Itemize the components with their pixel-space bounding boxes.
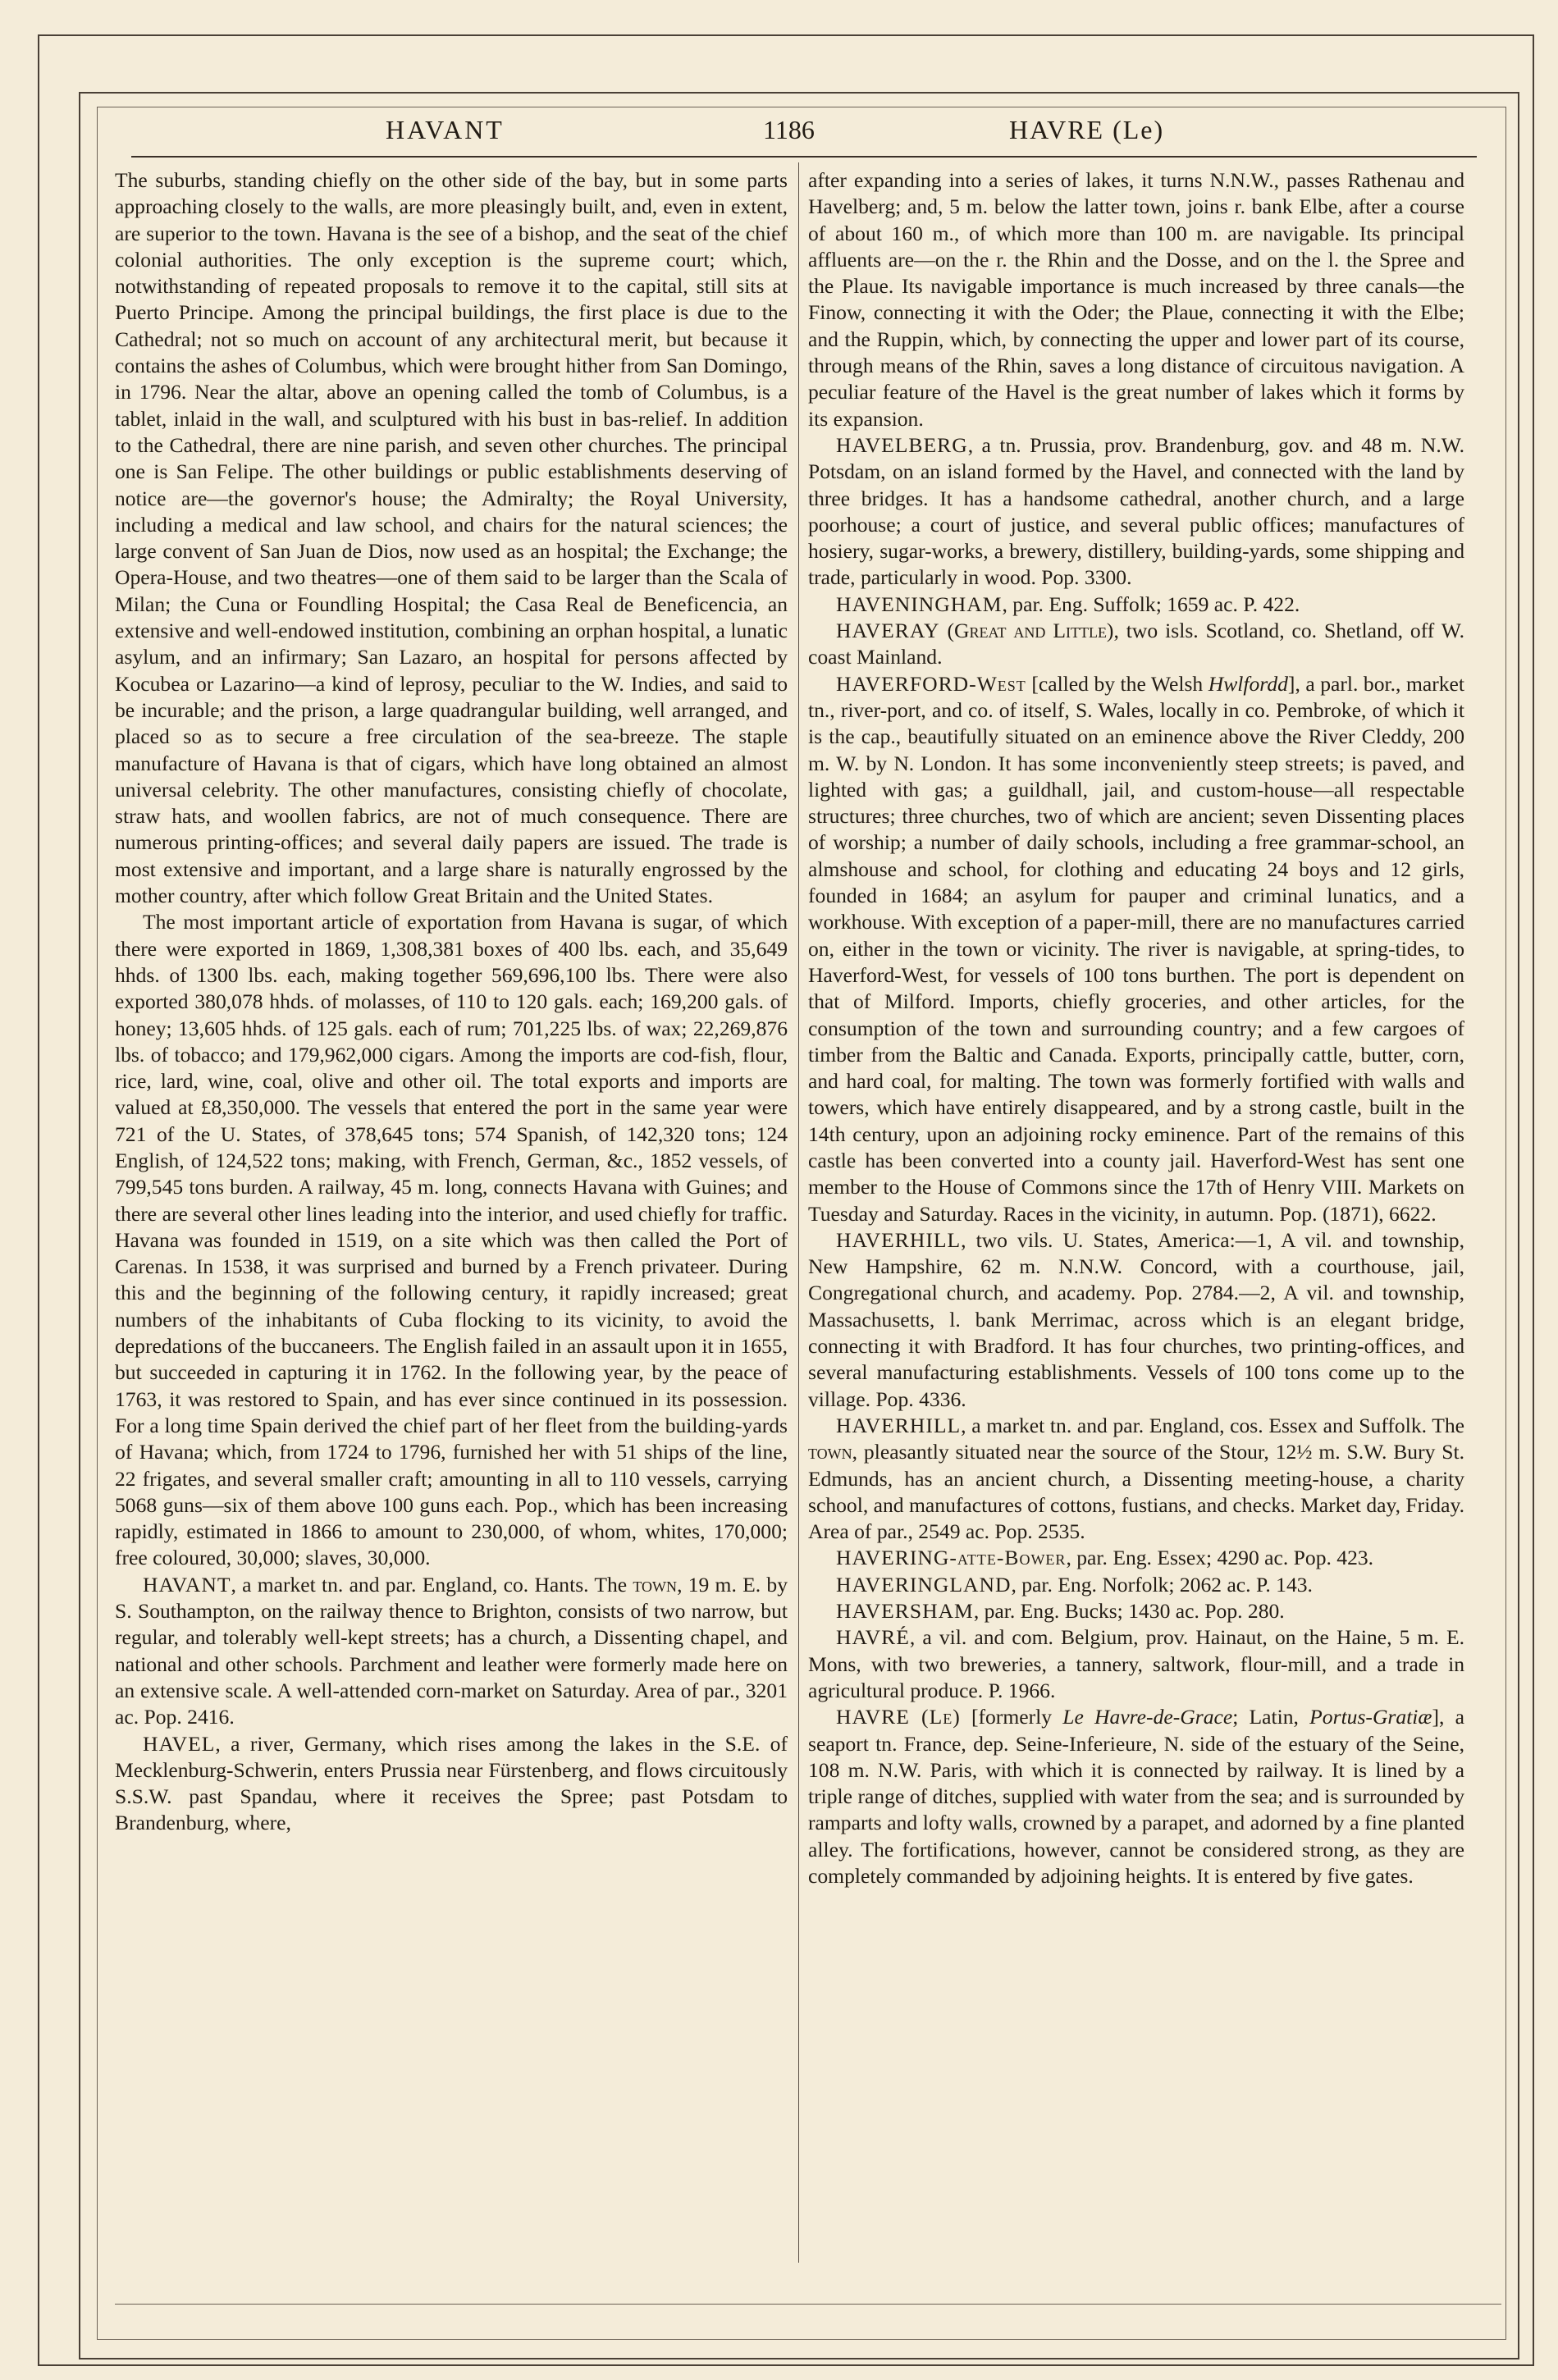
running-header <box>115 115 1485 161</box>
headword: HAVERHILL <box>836 1413 962 1437</box>
entry-haverford-west: HAVERFORD-West [called by the Welsh Hwlfordd], a parl. bor., market tn., river-port, and co. of itself, S. Wales, locally in co. Pembroke, of which it is the cap., beautifully situated on an eminence above the River Cleddy, 200 m. W. by N. London. It has some inconveniently steep streets; is paved, and lighted with gas; a guildhall, jail, and custom-house—all respectable structures; three churches, two of which are ancient; seven Dissenting places of worship; a number of daily schools, including a free grammar-school, an almshouse and school, for clothing and educating 24 boys and 12 girls, founded in 1684; an asylum for pauper and criminal lunatics, and a workhouse. With exception of a paper-mill, there are no manufactures carried on, either in the town or vicinity. The river is navigable, at spring-tides, to Haverford-West, for vessels of 100 tons burthen. The port is dependent on that of Milford. Imports, chiefly groceries, and other articles, for the consumption of the town and surrounding country; and a few cargoes of timber from the Baltic and Canada. Exports, principally cattle, butter, corn, and hard coal, for malting. The town was formerly fortified with walls and towers, which have entirely disappeared, and by a strong castle, built in the 14th century, upon an adjoining rocky eminence. Part of the remains of this castle has been converted into a county jail. Haverford-West has sent one member to the House of Commons since the 17th of Henry VIII. Markets on Tuesday and Saturday. Races in the vicinity, in autumn. Pop. (1871), 6622. <box>808 671 1464 1226</box>
entry-havelberg: HAVELBERG, a tn. Prussia, prov. Brandenburg, gov. and 48 m. N.W. Potsdam, on an island formed by the Havel, and connected with the land by three bridges. It has a handsome cathedral, another church, and a large poorhouse; a court of justice, and several public offices; manufactures of hosiery, sugar-works, a brewery, distillery, building-yards, some shipping and trade, particularly in wood. Pop. 3300. <box>808 432 1464 590</box>
right-column <box>808 167 1464 2292</box>
headword: HAVERAY <box>836 619 940 643</box>
headword: HAVRÉ <box>836 1625 910 1650</box>
header-rule <box>131 156 1477 158</box>
entry-havel: HAVEL, a river, Germany, which rises among the lakes in the S.E. of Mecklenburg-Schwerin, enters Prussia near Fürstenberg, and flows circuitously S.S.W. past Spandau, where it receives the Spree; past Potsdam to Brandenburg, where, <box>115 1731 788 1835</box>
entry-haverhill-england: HAVERHILL, a market tn. and par. England, cos. Essex and Suffolk. The town, pleasantly situated near the source of the Stour, 12½ m. S.W. Bury St. Edmunds, has an ancient church, a Dissenting meeting-house, a charity school, and manufactures of cottons, fustians, and checks. Market day, Friday. Area of par., 2549 ac. Pop. 2535. <box>808 1413 1464 1544</box>
page-number: 1186 <box>763 115 815 144</box>
headword: HAVERING-atte-Bower <box>836 1546 1067 1570</box>
entry-haveray: HAVERAY (Great and Little), two isls. Scotland, co. Shetland, off W. coast Mainland. <box>808 619 1464 669</box>
header-left-title: HAVANT <box>386 115 505 144</box>
entry-haversham: HAVERSHAM, par. Eng. Bucks; 1430 ac. Pop. 280. <box>836 1599 1285 1624</box>
entry-haverhill-us: HAVERHILL, two vils. U. States, America:—1, A vil. and township, New Hampshire, 62 m. N.N.W. Concord, with a courthouse, jail, Congregational church, and academy. Pop. 2784.—2, A vil. and township, Massachusetts, l. bank Merrimac, across which is an elegant bridge, connecting it with Bradford. It has four churches, two printing-offices, and several manufacturing establishments. Vessels of 100 tons come up to the village. Pop. 4336. <box>808 1227 1464 1411</box>
bottom-rule <box>115 2304 1501 2305</box>
entry-havering: HAVERING-atte-Bower, par. Eng. Essex; 4290 ac. Pop. 423. <box>836 1546 1374 1570</box>
headword: HAVELBERG <box>836 432 968 457</box>
entry-haveningham: HAVENINGHAM, par. Eng. Suffolk; 1659 ac. P. 422. <box>836 592 1300 616</box>
entry-havant: HAVANT, a market tn. and par. England, co. Hants. The town, 19 m. E. by S. Southampton, on the railway thence to Brighton, consists of two narrow, but regular, and tolerably well-kept streets; has a church, a Dissenting chapel, and national and other schools. Parchment and leather were formerly made here on an extensive scale. A well-attended corn-market on Saturday. Area of par., 3201 ac. Pop. 2416. <box>115 1572 788 1729</box>
headword: HAVRE (Le) <box>836 1705 961 1729</box>
havel-continuation: after expanding into a series of lakes, it turns N.N.W., passes Rathenau and Havelberg; and, 5 m. below the latter town, joins r. bank Elbe, after a course of about 160 m., of which more than 100 m. are navigable. Its principal affluents are—on the r. the Rhin and the Dosse, and on the l. the Spree and the Plaue. Its navigable importance is much increased by three canals—the Finow, connecting it with the Oder; the Plaue, connecting it with the Elbe; and the Ruppin, which, by connecting the upper and lower part of its course, through means of the Rhin, saves a long distance of circuitous navigation. A peculiar feature of the Havel is the great number of lakes which it forms by its expansion. <box>808 168 1464 431</box>
headword: HAVENINGHAM <box>836 592 1003 616</box>
entry-havre-belgium: HAVRÉ, a vil. and com. Belgium, prov. Hainaut, on the Haine, 5 m. E. Mons, with two breweries, a tannery, saltwork, flour-mill, and a trade in agricultural produce. P. 1966. <box>808 1625 1464 1702</box>
headword: HAVANT <box>143 1572 231 1597</box>
header-right-title: HAVRE (Le) <box>1009 115 1165 144</box>
entry-haveringland: HAVERINGLAND, par. Eng. Norfolk; 2062 ac. P. 143. <box>836 1572 1313 1597</box>
headword: HAVERINGLAND <box>836 1572 1012 1597</box>
headword: HAVERHILL <box>836 1227 962 1252</box>
entry-havre-le: HAVRE (Le) [formerly Le Havre-de-Grace; Latin, Portus-Gratiæ], a seaport tn. France, dep. Seine-Inferieure, N. side of the estuary of the Seine, 108 m. N.W. Paris, with which it is connected by railway. It is lined by a triple range of ditches, supplied with water from the sea; and is surrounded by ramparts and lofty walls, crowned by a parapet, and adorned by a fine planted alley. The fortifications, however, cannot be considered strong, as they are completely commanded by adjoining heights. It is entered by five gates. <box>808 1705 1464 1888</box>
headword: HAVERSHAM <box>836 1599 974 1624</box>
column-divider <box>798 162 799 2263</box>
left-column <box>115 167 788 2292</box>
headword: HAVEL <box>143 1731 216 1756</box>
havana-exports-paragraph: The most important article of exportation from Havana is sugar, of which there were exported in 1869, 1,308,381 boxes of 400 lbs. each, and 35,649 hhds. of 1300 lbs. each, making together 569,696,100 lbs. There were also exported 380,078 hhds. of molasses, of 110 to 120 gals. each; 169,200 gals. of honey; 13,605 hhds. of 125 gals. each of rum; 701,225 lbs. of wax; 22,269,876 lbs. of tobacco; and 179,962,000 cigars. Among the imports are cod-fish, flour, rice, lard, wine, coal, olive and other oil. The total exports and imports are valued at £8,350,000. The vessels that entered the port in the same year were 721 of the U. States, of 378,645 tons; 574 Spanish, of 142,320 tons; 124 English, of 124,522 tons; making, with French, German, &c., 1852 vessels, of 799,545 tons burden. A railway, 45 m. long, connects Havana with Guines; and there are several other lines leading into the interior, and used chiefly for traffic. Havana was founded in 1519, on a site which was then called the Port of Carenas. In 1538, it was surprised and burned by a French privateer. During this and the beginning of the following century, it rapidly increased; great numbers of the inhabitants of Cuba flocking to its vicinity, to avoid the depredations of the buccaneers. The English failed in an assault upon it in 1655, but succeeded in capturing it in 1762. In the following year, by the peace of 1763, it was restored to Spain, and has ever since continued in its possession. For a long time Spain derived the chief part of her fleet from the building-yards of Havana; which, from 1724 to 1796, furnished her with 51 ships of the line, 22 frigates, and several smaller craft; amounting in all to 110 vessels, carrying 5068 guns—six of them above 100 guns each. Pop., which has been increasing rapidly, estimated in 1866 to amount to 230,000, of whom, whites, 170,000; free coloured, 30,000; slaves, 30,000. <box>115 910 788 1570</box>
havana-suburbs-paragraph: The suburbs, standing chiefly on the other side of the bay, but in some parts approaching closely to the walls, are more pleasingly built, and, even in extent, are superior to the town. Havana is the see of a bishop, and the seat of the chief colonial authorities. The only exception is the supreme court; which, notwithstanding of repeated proposals to remove it to the capital, still sits at Puerto Principe. Among the principal buildings, the first place is due to the Cathedral; not so much on account of any architectural merit, but because it contains the ashes of Columbus, which were brought hither from San Domingo, in 1796. Near the altar, above an opening called the tomb of Columbus, is a tablet, inlaid in the wall, and sculptured with his bust in bas-relief. In addition to the Cathedral, there are nine parish, and seven other churches. The principal one is San Felipe. The other buildings or public establishments deserving of notice are—the governor's house; the Admiralty; the Royal University, including a medical and law school, and chairs for the natural sciences; the large convent of San Juan de Dios, now used as an hospital; the Exchange; the Opera-House, and two theatres—one of them said to be larger than the Scala of Milan; the Cuna or Foundling Hospital; the Casa Real de Beneficencia, an extensive and well-endowed institution, combining an orphan hospital, a lunatic asylum, and an infirmary; San Lazaro, an hospital for persons affected by Kocubea or Lazarino—a kind of leprosy, peculiar to the W. Indies, and said to be incurable; and the prison, a large quadrangular building, well arranged, and placed so as to secure a free circulation of the sea-breeze. The staple manufacture of Havana is that of cigars, which have long obtained an almost universal celebrity. The other manufactures, consisting chiefly of chocolate, straw hats, and woollen fabrics, are not of much consequence. There are numerous printing-offices; and several daily papers are issued. The trade is most extensive and important, and a large share is naturally engrossed by the mother country, after which follow Great Britain and the United States. <box>115 168 788 908</box>
headword: HAVERFORD-West <box>836 671 1026 696</box>
